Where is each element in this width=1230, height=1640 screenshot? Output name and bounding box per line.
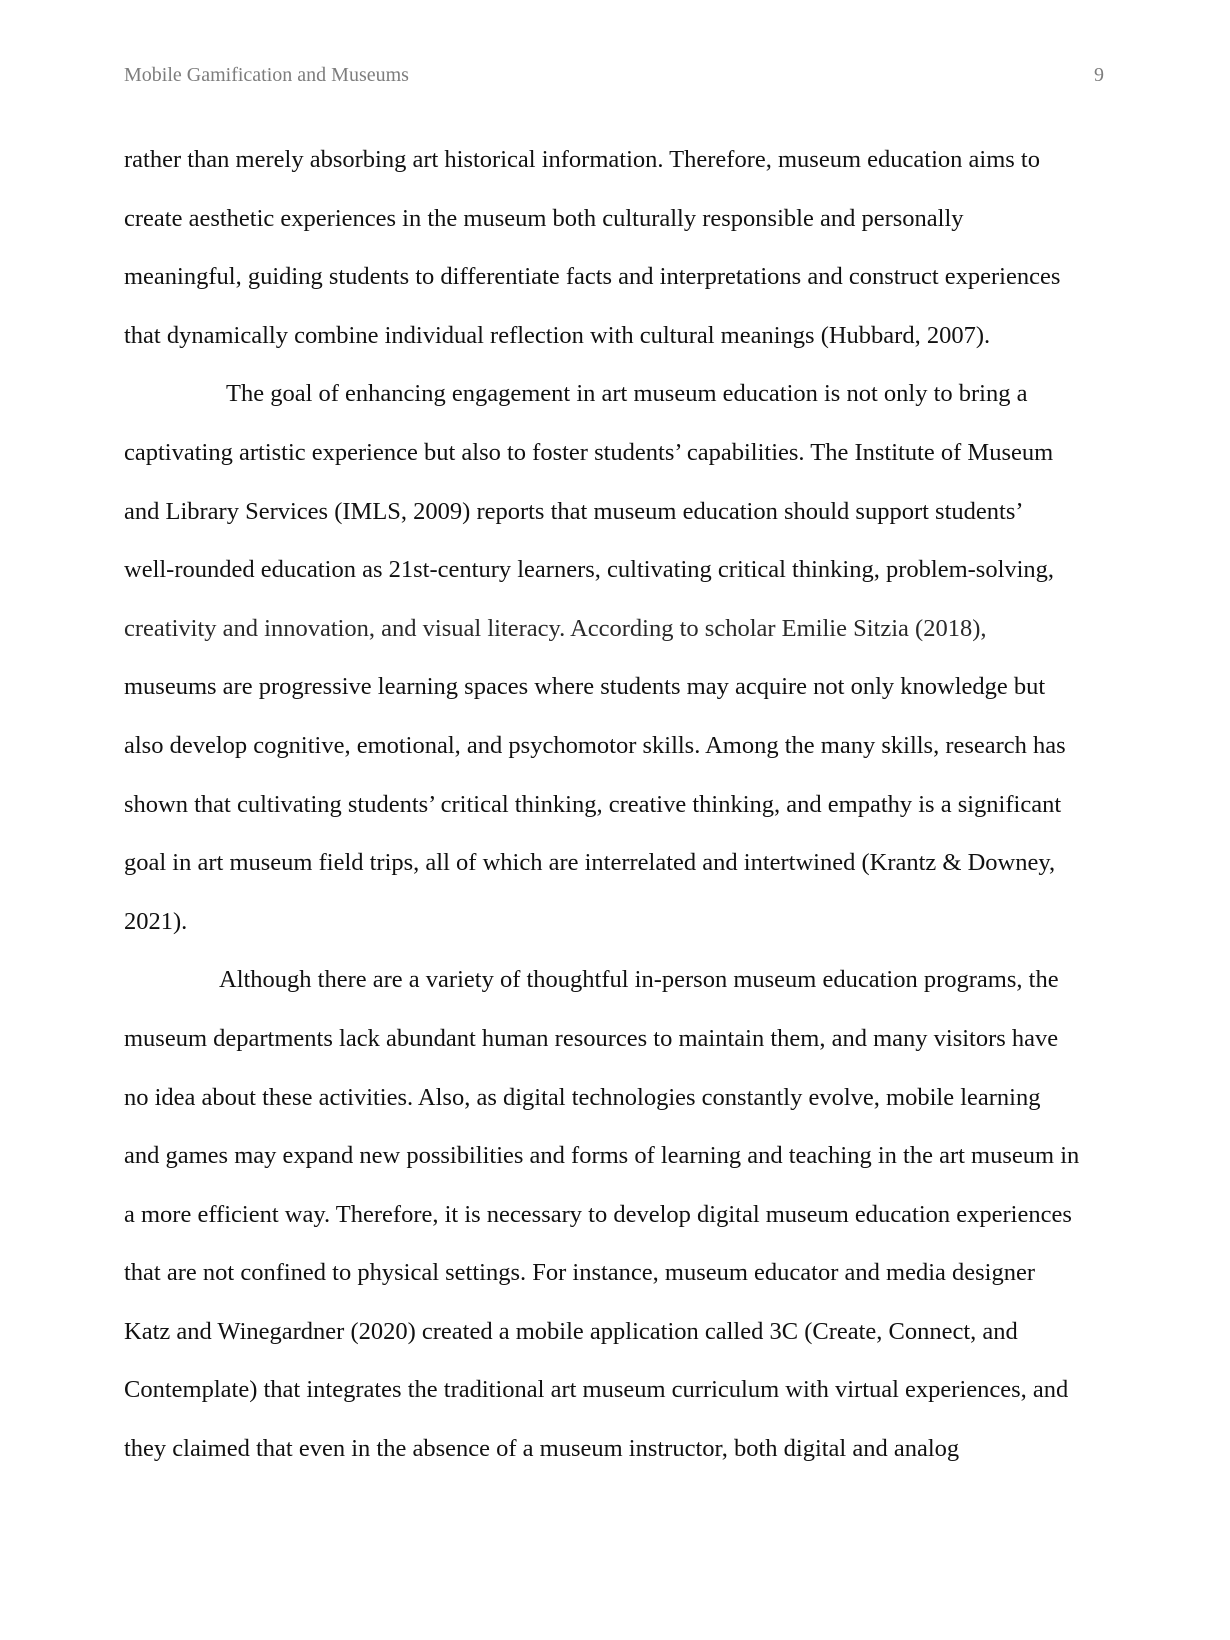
text-line: that are not confined to physical settings. For instance, museum educator and media designer (124, 1259, 1036, 1287)
text-line: that dynamically combine individual reflection with cultural meanings (Hubbard, 2007). (124, 321, 991, 349)
text-line: and Library Services (IMLS, 2009) reports that museum education should support students’ (124, 497, 1024, 525)
text-line: 2021). (124, 907, 188, 935)
text-line: museum departments lack abundant human resources to maintain them, and many visitors have (124, 1024, 1059, 1052)
text-line: and games may expand new possibilities and forms of learning and teaching in the art museum in (124, 1142, 1080, 1170)
paragraph-3 (124, 951, 1124, 1478)
text-line: a more efficient way. Therefore, it is necessary to develop digital museum education experiences (124, 1200, 1072, 1228)
text-line: Katz and Winegardner (2020) created a mobile application called 3C (Create, Connect, and (124, 1317, 1018, 1345)
text-line: Although there are a variety of thoughtful in-person museum education programs, the (219, 966, 1059, 994)
body-text (124, 131, 1124, 1479)
text-line: goal in art museum field trips, all of which are interrelated and intertwined (Krantz & Downey, (124, 849, 1056, 877)
text-line: create aesthetic experiences in the museum both culturally responsible and personally (124, 204, 964, 232)
text-line: captivating artistic experience but also to foster students’ capabilities. The Institute of Museum (124, 438, 1054, 466)
running-head-title: Mobile Gamification and Museums (124, 64, 409, 86)
text-line: they claimed that even in the absence of a museum instructor, both digital and analog (124, 1435, 960, 1463)
text-line: rather than merely absorbing art historical information. Therefore, museum education aims to (124, 146, 1040, 173)
text-line: museums are progressive learning spaces where students may acquire not only knowledge but (124, 673, 1046, 701)
page-number: 9 (1094, 64, 1104, 86)
text-line: meaningful, guiding students to differentiate facts and interpretations and construct experiences (124, 263, 1061, 291)
text-line: creativity and innovation, and visual literacy. According to scholar Emilie Sitzia (2018), (124, 614, 987, 642)
text-line: no idea about these activities. Also, as digital technologies constantly evolve, mobile learning (124, 1083, 1041, 1111)
text-line: Contemplate) that integrates the traditional art museum curriculum with virtual experiences, and (124, 1376, 1069, 1404)
text-line: shown that cultivating students’ critical thinking, creative thinking, and empathy is a significant (124, 790, 1062, 818)
text-line: also develop cognitive, emotional, and psychomotor skills. Among the many skills, research has (124, 731, 1066, 759)
paragraph-1 (124, 131, 1124, 365)
paragraph-2 (124, 365, 1124, 951)
text-line: The goal of enhancing engagement in art museum education is not only to bring a (226, 380, 1028, 408)
text-line: well-rounded education as 21st-century learners, cultivating critical thinking, problem-solving, (124, 556, 1055, 584)
